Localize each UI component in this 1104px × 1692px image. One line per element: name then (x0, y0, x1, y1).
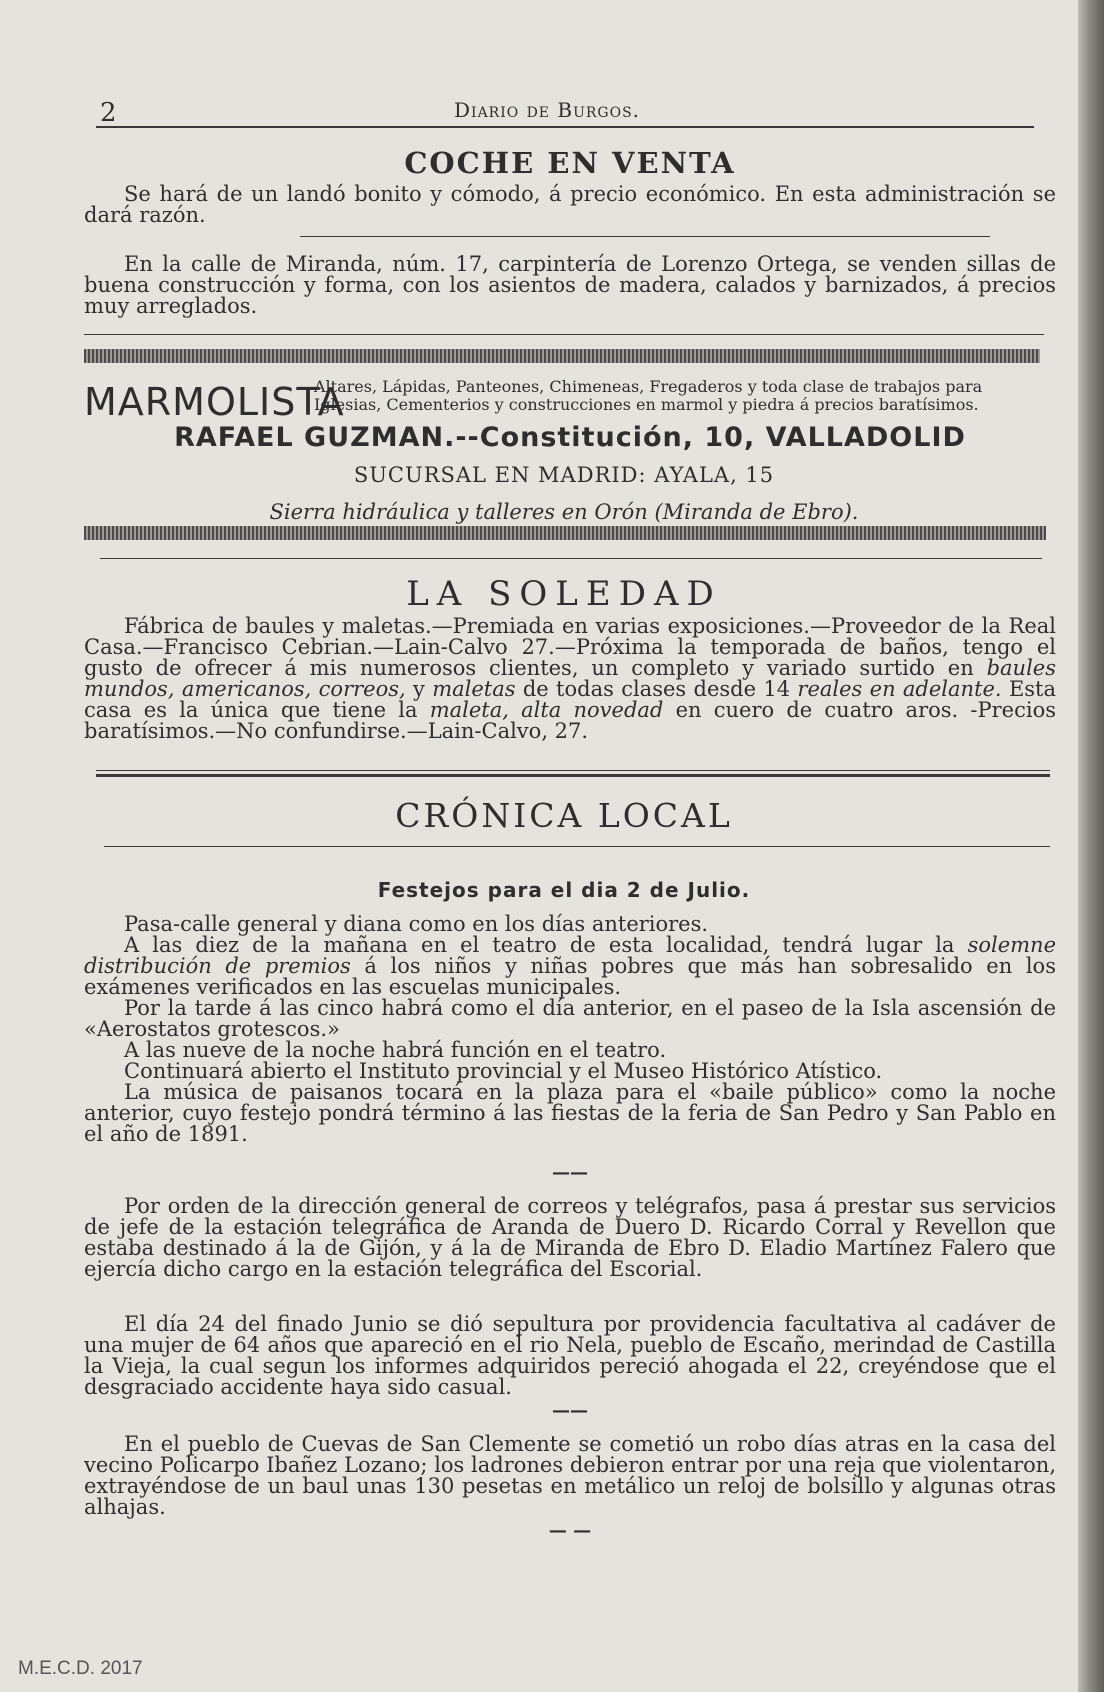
soledad-text-c: y (405, 677, 433, 701)
separator: —— (552, 1162, 588, 1183)
soledad-text (84, 616, 1056, 742)
sillas-ad-text: En la calle de Miranda, núm. 17, carpintería de Lorenzo Ortega, se venden sillas de buena construcción y forma, con los asientos de madera, calados y barnizados, á precios muy arreglados. (84, 252, 1056, 318)
hatched-border-bottom (84, 526, 1046, 540)
hatched-border-top (84, 349, 1040, 363)
coche-divider (300, 236, 990, 237)
page-number: 2 (100, 98, 117, 128)
soledad-top-rule (100, 558, 1042, 559)
soledad-text-b: baules mundos, americanos, correos, (84, 656, 1056, 701)
robo-news: En el pueblo de Cuevas de San Clemente se cometió un robo días atras en la casa del vecino Policarpo Ibañez Lozano; los ladrones debieron entrar por una reja que violentaron, extrayéndose de un baul unas 130 pesetas en metálico un reloj de bolsillo y algunas otras alhajas. (84, 1432, 1056, 1519)
soledad-text-a: Fábrica de baules y maletas.—Premiada en varias exposiciones.—Proveedor de la Real Casa.—Francisco Cebrian.—Lain-Calvo 27.—Próxima la temporada de baños, tengo el gusto de ofrecer á mis numerosos clientes, un completo y variado surtido en (84, 614, 1056, 680)
festejos-program (84, 914, 1056, 1145)
festejos-text-c: á los niños y niñas pobres que más han sobresalido en los exámenes verificados en las escuelas municipales. (84, 954, 1056, 999)
marmolista-services-line1: Altares, Lápidas, Panteones, Chimeneas, Fregaderos y toda clase de trabajos para (314, 377, 983, 396)
sillas-divider (84, 334, 1044, 335)
marmolista-owner: RAFAEL GUZMAN.--Constitución, 10, VALLADOLID (174, 422, 966, 453)
festejos-item: La música de paisanos tocará en la plaza para el «baile público» como la noche anterior, cuyo festejo pondrá término á las fiestas de la feria de San Pedro y San Pablo en el año de 1891. (84, 1080, 1056, 1146)
soledad-bottom-rule-1 (96, 770, 1050, 771)
marmolista-workshop: Sierra hidráulica y talleres en Orón (Miranda de Ebro). (269, 500, 859, 524)
festejos-text-a: A las diez de la mañana en el teatro de esta localidad, tendrá lugar la (124, 933, 968, 957)
soledad-text-f: reales en adelante. (797, 677, 1002, 701)
cronica-rule (104, 846, 1050, 847)
festejos-title: Festejos para el dia 2 de Julio. (377, 878, 751, 902)
separator: —— (552, 1400, 588, 1421)
separator-end: — — (548, 1520, 592, 1541)
archive-watermark: M.E.C.D. 2017 (18, 1658, 143, 1679)
cronica-title: CRÓNICA LOCAL (395, 796, 733, 835)
soledad-title: LA SOLEDAD (406, 574, 722, 614)
festejos-text-b: solemne distribución de premios (84, 933, 1056, 978)
soledad-text-i: en cuero de cuatro aros. -Precios baratísimos.—No confundirse.—Lain-Calvo, 27. (84, 698, 1056, 743)
coche-title: COCHE EN VENTA (404, 146, 736, 180)
soledad-text-e: de todas clases desde 14 (515, 677, 798, 701)
soledad-text-h: maleta, alta novedad (429, 698, 664, 722)
soledad-text-g: Esta casa es la única que tiene la (84, 677, 1057, 722)
soledad-bottom-rule-2 (96, 774, 1050, 777)
page-binding-edge (1078, 0, 1104, 1692)
festejos-item (84, 935, 1056, 998)
sepultura-news: El día 24 del finado Junio se dió sepultura por providencia facultativa al cadáver de una mujer de 64 años que apareció en el rio Nela, pueblo de Escaño, merindad de Castilla la Vieja, la cual segun los informes adquiridos pereció ahogada el 22, creyéndose que el desgraciado accidente haya sido casual. (84, 1312, 1056, 1399)
newspaper-title: Diario de Burgos. (454, 98, 641, 122)
festejos-item: Por la tarde á las cinco habrá como el día anterior, en el paseo de la Isla ascensión de «Aerostatos grotescos.» (84, 996, 1056, 1041)
telegrafos-news: Por orden de la dirección general de correos y telégrafos, pasa á prestar sus servicios de jefe de la estación telegráfica de Aranda de Duero D. Ricardo Corral y Revellon que estaba destinado á la de Gijón, y á la de Miranda de Ebro D. Eladio Martínez Falero que ejercía dicho cargo en la estación telegráfica del Escorial. (84, 1194, 1056, 1281)
festejos-item: A las nueve de la noche habrá función en el teatro. (124, 1038, 667, 1062)
header-rule (96, 126, 1034, 128)
coche-text: Se hará de un landó bonito y cómodo, á precio económico. En esta administración se dará razón. (84, 182, 1056, 227)
marmolista-name: MARMOLISTA (84, 380, 345, 424)
marmolista-services-line2: Iglesias, Cementerios y construcciones en marmol y piedra á precios baratísimos. (314, 395, 979, 414)
marmolista-branch: SUCURSAL EN MADRID: AYALA, 15 (353, 463, 775, 487)
festejos-item: Continuará abierto el Instituto provincial y el Museo Histórico Atístico. (124, 1059, 883, 1083)
festejos-item: Pasa-calle general y diana como en los días anteriores. (124, 912, 709, 936)
soledad-text-d: maletas (432, 677, 516, 701)
